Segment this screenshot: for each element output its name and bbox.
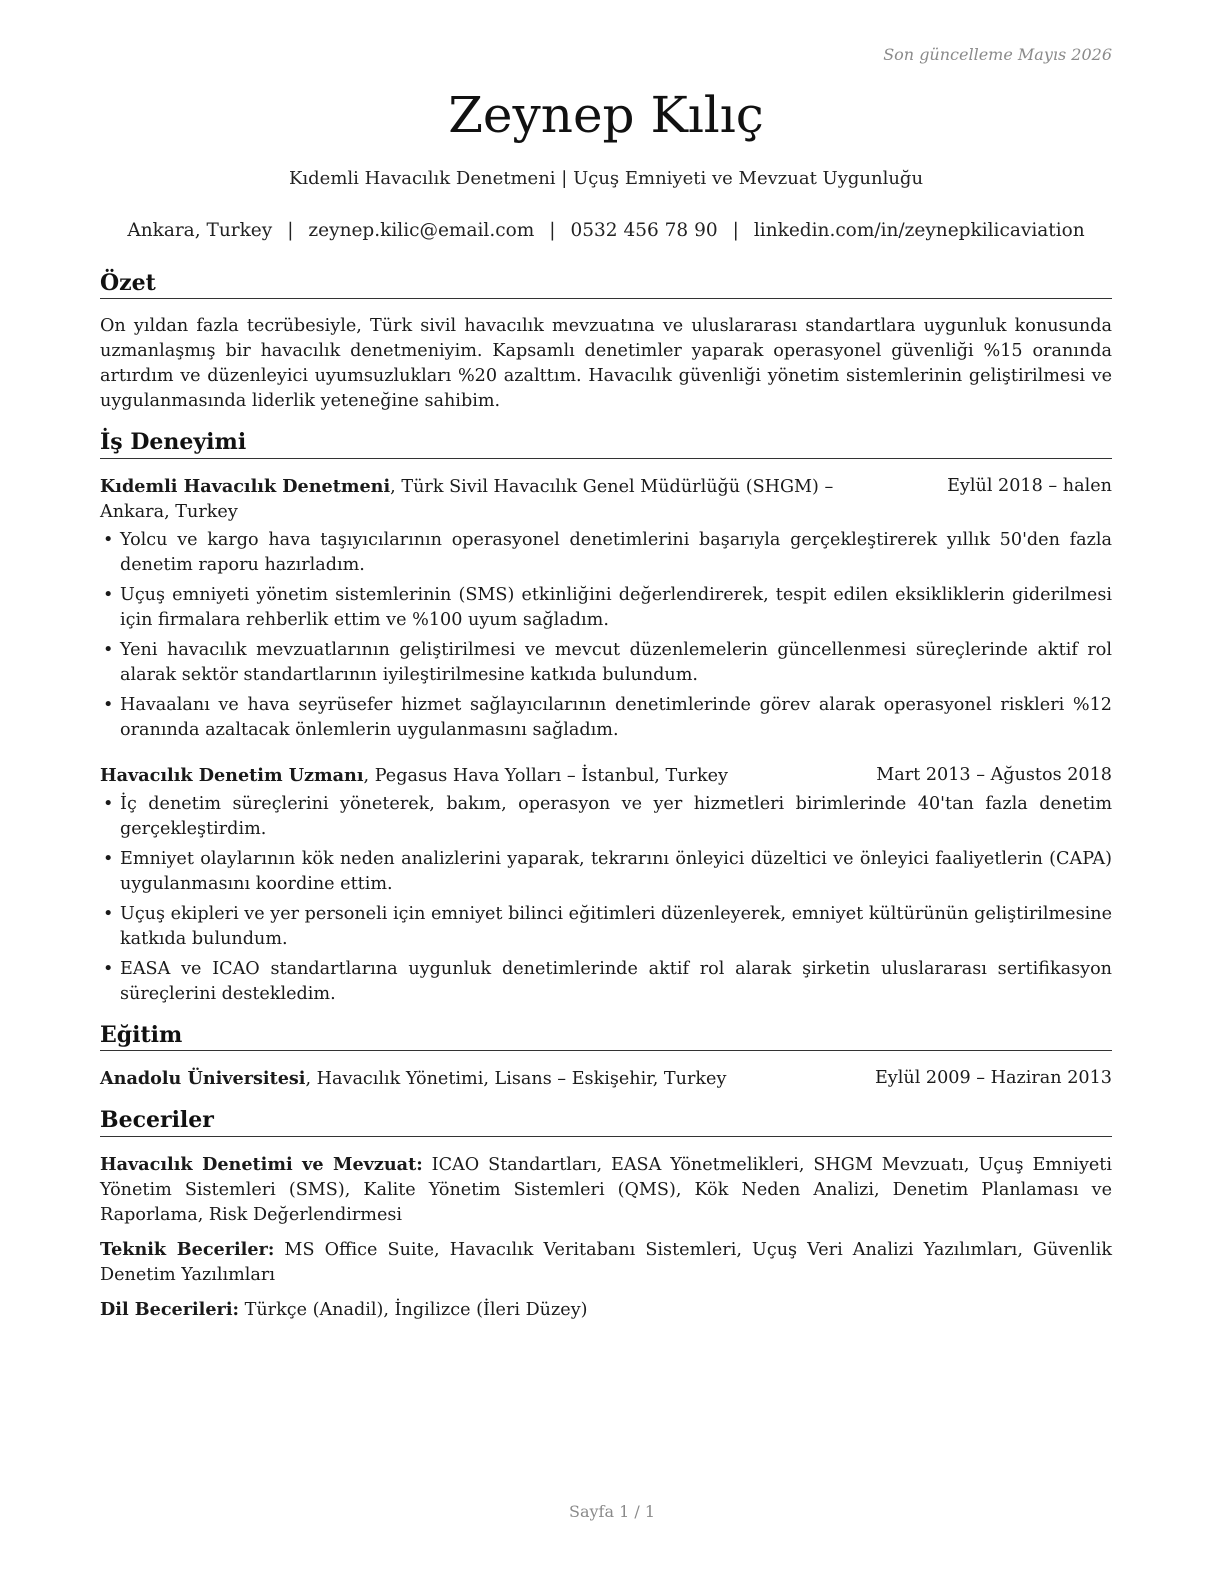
education-heading: Eğitim [100, 1022, 1112, 1051]
job-bullet-text: Havaalanı ve hava seyrüsefer hizmet sağlayıcılarının denetimlerinde görev alarak operasyonel riskleri %12 oranında azaltacak önlemlerin uygulanmasını sağladım. [120, 694, 1112, 740]
bullet-icon: • [103, 639, 114, 660]
job-organization: , Pegasus Hava Yolları – İstanbul, Turkey [363, 765, 728, 786]
job-title-line [100, 474, 890, 525]
contact-email[interactable]: zeynep.kilic@email.com [308, 220, 535, 241]
bullet-icon: • [103, 584, 114, 605]
job-bullet [100, 792, 1112, 842]
skill-group-label: Teknik Beceriler: [100, 1238, 275, 1260]
bullet-icon: • [103, 529, 114, 550]
job-bullet [100, 528, 1112, 578]
job-title-line [100, 763, 876, 789]
experience-heading: İş Deneyimi [100, 429, 1112, 458]
job-dates: Eylül 2018 – halen [947, 475, 1112, 496]
skill-group-label: Havacılık Denetimi ve Mevzuat: [100, 1153, 423, 1175]
job-bullet-text: Uçuş emniyeti yönetim sistemlerinin (SMS) etkinliğini değerlendirerek, tespit edilen eksikliklerin giderilmesi için firmalara rehberlik ettim ve %100 uyum sağladım. [120, 584, 1112, 630]
job-entry [100, 763, 1112, 1007]
job-organization: , Türk Sivil Havacılık Genel Müdürlüğü (SHGM) – Ankara, Turkey [100, 476, 834, 522]
job-bullet [100, 638, 1112, 688]
resume-content [100, 270, 1112, 1323]
candidate-tagline: Kıdemli Havacılık Denetmeni | Uçuş Emniyeti ve Mevzuat Uygunluğu [288, 168, 924, 189]
job-entry [100, 474, 1112, 743]
job-bullet-list [100, 792, 1112, 1007]
bullet-icon: • [103, 694, 114, 715]
bullet-icon: • [103, 793, 114, 814]
contact-phone: 0532 456 78 90 [570, 220, 718, 241]
job-bullet-text: İç denetim süreçlerini yöneterek, bakım, operasyon ve yer hizmetleri birimlerinde 40'tan fazla denetim gerçekleştirdim. [120, 793, 1112, 839]
job-header [100, 763, 1112, 789]
contact-separator: | [732, 220, 739, 241]
bullet-icon: • [103, 903, 114, 924]
contact-separator: | [549, 220, 556, 241]
job-bullet-text: Uçuş ekipleri ve yer personeli için emniyet bilinci eğitimleri düzenleyerek, emniyet kültürünün geliştirilmesine katkıda bulundum. [120, 903, 1112, 949]
page-number: Sayfa 1 / 1 [568, 1502, 655, 1521]
job-bullet [100, 693, 1112, 743]
skill-group-text: ICAO Standartları, EASA Yönetmelikleri, SHGM Mevzuatı, Uçuş Emniyeti Yönetim Sistemleri (SMS), Kalite Yönetim Sistemleri (QMS), Kök Neden Analizi, Denetim Planlaması ve Raporlama, Risk Değerlendirmesi [100, 1154, 1112, 1225]
job-bullet [100, 847, 1112, 897]
bullet-icon: • [103, 848, 114, 869]
contact-linkedin[interactable]: linkedin.com/in/zeynepkilicaviation [753, 220, 1085, 241]
skill-group-text: MS Office Suite, Havacılık Veritabanı Sistemleri, Uçuş Veri Analizi Yazılımları, Güvenlik Denetim Yazılımları [100, 1239, 1112, 1285]
summary-heading: Özet [100, 270, 1112, 299]
summary-text: On yıldan fazla tecrübesiyle, Türk sivil havacılık mevzuatına ve uluslararası standartlara uygunluk konusunda uzmanlaşmış bir havacılık denetmeniyim. Kapsamlı denetimler yaparak operasyonel güvenliği %15 oranında artırdım ve düzenleyici uyumsuzlukları %20 azalttım. Havacılık güvenliği yönetim sistemlerinin geliştirilmesi ve uygulanmasında liderlik yeteneğine sahibim. [100, 316, 1112, 412]
education-details: , Havacılık Yönetimi, Lisans – Eskişehir, Turkey [305, 1069, 727, 1090]
job-role: Havacılık Denetim Uzmanı [100, 764, 364, 786]
last-updated-note: Son güncelleme Mayıs 2026 [883, 45, 1112, 64]
skill-group [100, 1297, 1112, 1323]
skill-group-text: Türkçe (Anadil), İngilizce (İleri Düzey) [239, 1299, 588, 1320]
education-dates: Eylül 2009 – Haziran 2013 [874, 1068, 1112, 1089]
bullet-icon: • [103, 958, 114, 979]
candidate-name: Zeynep Kılıç [448, 86, 764, 144]
job-bullet [100, 957, 1112, 1007]
education-entry [100, 1066, 1112, 1092]
contact-separator: | [287, 220, 294, 241]
skill-group-label: Dil Becerileri: [100, 1298, 239, 1320]
job-role: Kıdemli Havacılık Denetmeni [100, 475, 391, 497]
skill-group [100, 1152, 1112, 1228]
skills-heading: Beceriler [100, 1107, 1112, 1136]
contact-line [100, 220, 1112, 241]
job-bullet-text: Yolcu ve kargo hava taşıyıcılarının operasyonel denetimlerini başarıyla gerçekleştirerek yıllık 50'den fazla denetim raporu hazırladım. [120, 529, 1112, 575]
job-bullet [100, 583, 1112, 633]
job-dates: Mart 2013 – Ağustos 2018 [876, 764, 1112, 785]
job-bullet-text: Yeni havacılık mevzuatlarının geliştirilmesi ve mevcut düzenlemelerin güncellenmesi süreçlerinde aktif rol alarak sektör standartlarının iyileştirilmesine katkıda bulundum. [120, 639, 1112, 685]
job-bullet-list [100, 528, 1112, 743]
job-bullet-text: Emniyet olaylarının kök neden analizlerini yaparak, tekrarını önleyici düzeltici ve önleyici faaliyetlerin (CAPA) uygulanmasını koordine ettim. [120, 848, 1112, 894]
job-bullet-text: EASA ve ICAO standartlarına uygunluk denetimlerinde aktif rol alarak şirketin uluslararası sertifikasyon süreçlerini destekledim. [120, 958, 1112, 1004]
education-school: Anadolu Üniversitesi [100, 1068, 306, 1090]
education-line [100, 1066, 875, 1092]
job-bullet [100, 902, 1112, 952]
skill-group [100, 1237, 1112, 1288]
job-header [100, 474, 1112, 525]
contact-location: Ankara, Turkey [127, 220, 273, 241]
